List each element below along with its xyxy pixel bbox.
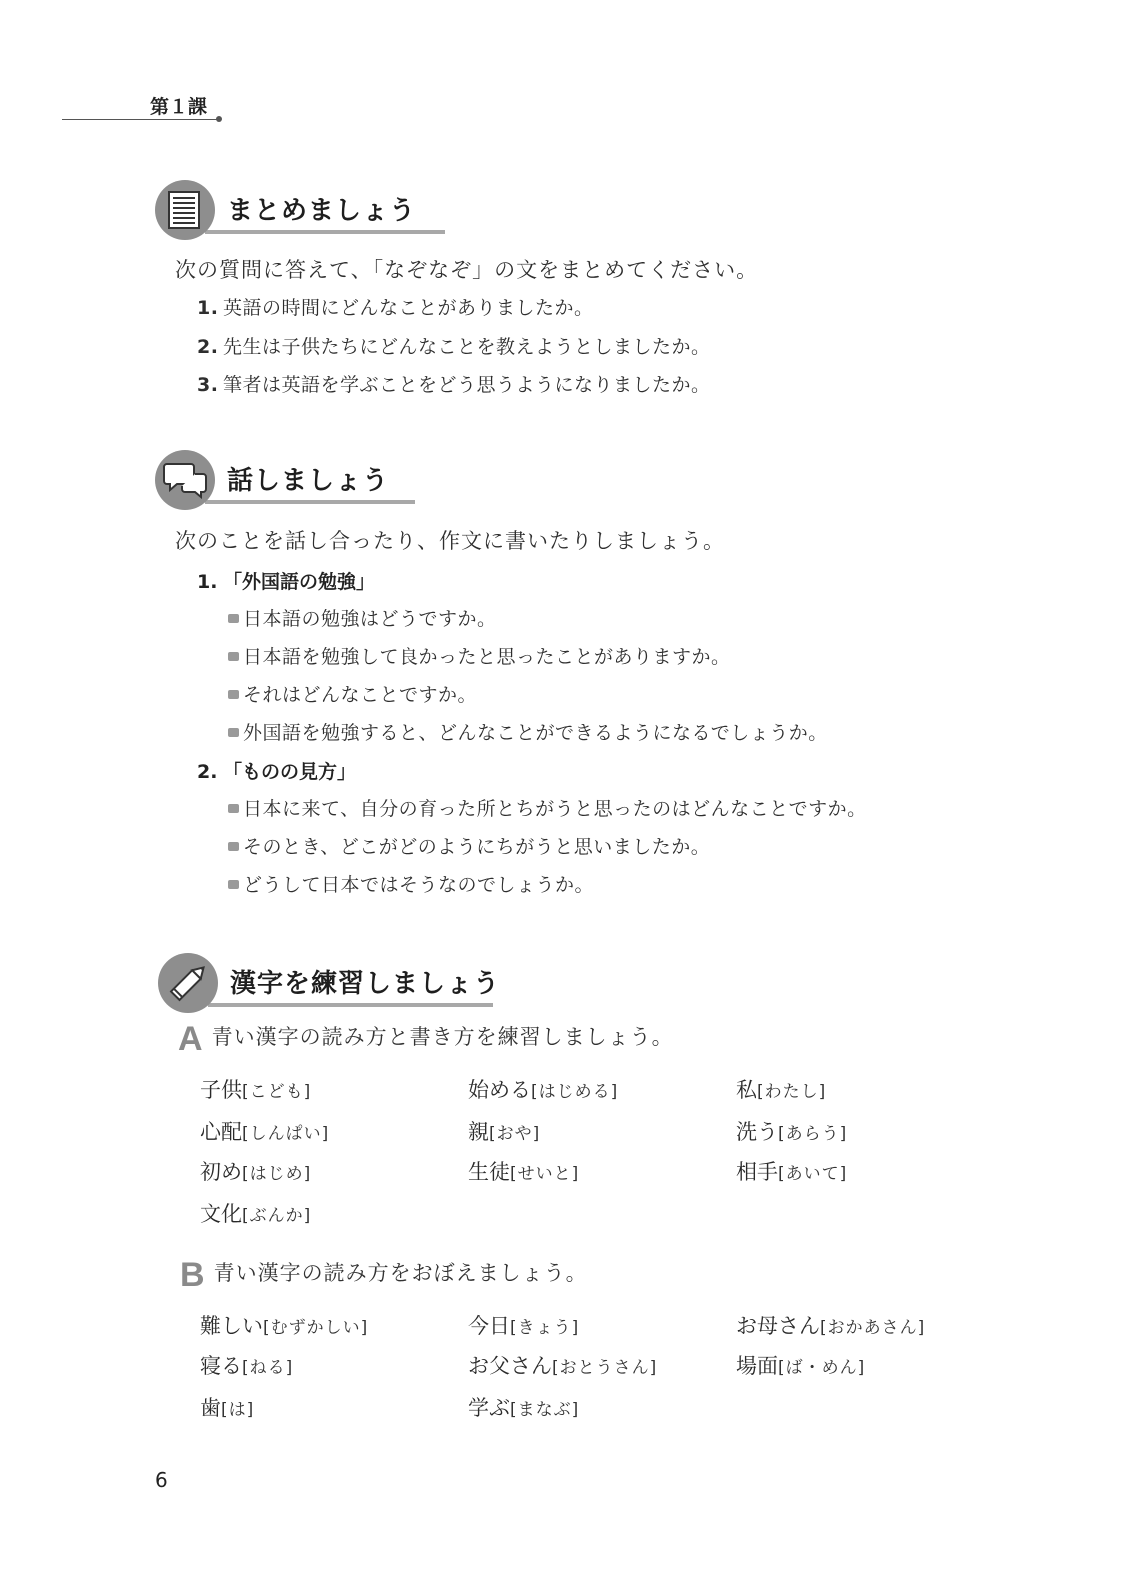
- vocab-word: 親: [468, 1120, 489, 1144]
- page-number: 6: [155, 1468, 168, 1492]
- bullet-icon: [228, 880, 239, 889]
- vocab-word: 文化: [200, 1202, 242, 1226]
- vocab-word: 生徒: [468, 1160, 510, 1184]
- vocab-reading: [ば・めん]: [778, 1358, 866, 1378]
- vocab-item: [468, 1156, 579, 1186]
- question-item: [197, 293, 594, 320]
- bullet-icon: [228, 652, 239, 661]
- vocab-item: [200, 1156, 311, 1186]
- vocab-reading: [おとうさん]: [552, 1358, 658, 1378]
- part-instruction: 青い漢字の読み方をおぼえましょう。: [213, 1261, 588, 1285]
- vocab-reading: [まなぶ]: [510, 1400, 580, 1420]
- list-item: [228, 604, 497, 631]
- vocab-reading: [ぶんか]: [242, 1206, 312, 1226]
- vocab-reading: [せいと]: [510, 1164, 580, 1184]
- list-item-text: 日本に来て、自分の育った所とちがうと思ったのはどんなことですか。: [243, 798, 867, 820]
- vocab-reading: [はじめる]: [531, 1082, 619, 1102]
- topic-heading: [197, 567, 375, 594]
- pencil-icon: [158, 953, 218, 1013]
- lesson-rule-dot: [216, 116, 222, 122]
- vocab-word: 寝る: [200, 1354, 242, 1378]
- vocab-word: 心配: [200, 1120, 242, 1144]
- list-item-text: 日本語を勉強して良かったと思ったことがありますか。: [243, 646, 731, 668]
- vocab-item: [200, 1350, 293, 1380]
- vocab-word: 私: [736, 1078, 757, 1102]
- vocab-reading: [おや]: [489, 1124, 541, 1144]
- vocab-reading: [きょう]: [510, 1318, 580, 1338]
- vocab-item: [200, 1392, 254, 1422]
- topic-title: 「ものの見方」: [223, 761, 357, 783]
- question-number: 3.: [197, 374, 219, 396]
- list-item: [228, 794, 867, 821]
- list-item-text: そのとき、どこがどのようにちがうと思いましたか。: [243, 836, 711, 858]
- list-item-text: それはどんなことですか。: [243, 684, 478, 706]
- vocab-word: 子供: [200, 1078, 242, 1102]
- vocab-reading: [むずかしい]: [263, 1318, 369, 1338]
- part-letter: B: [180, 1256, 205, 1294]
- vocab-word: お父さん: [468, 1354, 552, 1378]
- section-underline: [208, 1003, 493, 1007]
- question-text: 英語の時間にどんなことがありましたか。: [223, 297, 594, 319]
- vocab-word: 今日: [468, 1314, 510, 1338]
- vocab-item: [200, 1116, 329, 1146]
- section-title: まとめましょう: [227, 196, 417, 226]
- list-item: [228, 870, 594, 897]
- vocab-word: 歯: [200, 1396, 221, 1420]
- list-item-text: どうして日本ではそうなのでしょうか。: [243, 874, 595, 896]
- document-icon: [155, 180, 215, 240]
- vocab-reading: [しんぱい]: [242, 1124, 330, 1144]
- section-underline: [205, 500, 415, 504]
- question-text: 先生は子供たちにどんなことを教えようとしましたか。: [223, 336, 711, 358]
- vocab-reading: [ねる]: [242, 1358, 294, 1378]
- list-item: [228, 832, 710, 859]
- vocab-reading: [あいて]: [778, 1164, 848, 1184]
- vocab-item: [736, 1350, 865, 1380]
- bullet-icon: [228, 728, 239, 737]
- section-title: 話しましょう: [227, 466, 390, 496]
- vocab-item: [736, 1310, 925, 1340]
- section-instruction: 次の質問に答えて、「なぞなぞ」の文をまとめてください。: [175, 258, 759, 282]
- vocab-item: [468, 1310, 579, 1340]
- vocab-item: [468, 1074, 618, 1104]
- topic-title: 「外国語の勉強」: [223, 571, 376, 593]
- vocab-word: 相手: [736, 1160, 778, 1184]
- section-instruction: 次のことを話し合ったり、作文に書いたりしましょう。: [175, 529, 725, 553]
- bullet-icon: [228, 804, 239, 813]
- vocab-item: [200, 1198, 311, 1228]
- vocab-word: 場面: [736, 1354, 778, 1378]
- list-item: [228, 718, 828, 745]
- list-item-text: 日本語の勉強はどうですか。: [243, 608, 497, 630]
- bullet-icon: [228, 842, 239, 851]
- part-letter: A: [178, 1020, 203, 1058]
- vocab-item: [468, 1350, 657, 1380]
- question-item: [197, 332, 711, 359]
- list-item: [228, 642, 731, 669]
- vocab-item: [736, 1156, 847, 1186]
- bullet-icon: [228, 690, 239, 699]
- section-title: 漢字を練習しましょう: [230, 969, 501, 999]
- bullet-icon: [228, 614, 239, 623]
- lesson-rule: [62, 119, 218, 120]
- section-header-kanji: [158, 953, 518, 1013]
- vocab-word: 初め: [200, 1160, 242, 1184]
- list-item-text: 外国語を勉強すると、どんなことができるようになるでしょうか。: [243, 722, 828, 744]
- vocab-item: [200, 1310, 368, 1340]
- question-number: 2.: [197, 336, 219, 358]
- vocab-reading: [はじめ]: [242, 1164, 312, 1184]
- question-text: 筆者は英語を学ぶことをどう思うようになりましたか。: [223, 374, 711, 396]
- section-header-talk: [155, 450, 415, 510]
- part-instruction: 青い漢字の読み方と書き方を練習しましょう。: [211, 1025, 674, 1049]
- vocab-reading: [は]: [221, 1400, 255, 1420]
- vocab-item: [736, 1116, 847, 1146]
- vocab-word: 学ぶ: [468, 1396, 510, 1420]
- topic-number: 2.: [197, 761, 218, 783]
- section-underline: [205, 230, 445, 234]
- section-header-summary: [155, 180, 455, 240]
- question-item: [197, 370, 711, 397]
- lesson-label: 第１課: [150, 96, 208, 118]
- vocab-reading: [あらう]: [778, 1124, 848, 1144]
- part-b-heading: [180, 1256, 588, 1295]
- vocab-item: [468, 1392, 579, 1422]
- vocab-word: 難しい: [200, 1314, 263, 1338]
- part-a-heading: [178, 1020, 674, 1059]
- list-item: [228, 680, 477, 707]
- vocab-reading: [わたし]: [757, 1082, 827, 1102]
- vocab-word: 始める: [468, 1078, 531, 1102]
- topic-number: 1.: [197, 571, 218, 593]
- vocab-word: お母さん: [736, 1314, 820, 1338]
- vocab-word: 洗う: [736, 1120, 778, 1144]
- vocab-item: [736, 1074, 826, 1104]
- vocab-item: [468, 1116, 540, 1146]
- vocab-reading: [おかあさん]: [820, 1318, 926, 1338]
- topic-heading: [197, 757, 356, 784]
- question-number: 1.: [197, 297, 219, 319]
- vocab-reading: [こども]: [242, 1082, 312, 1102]
- vocab-item: [200, 1074, 311, 1104]
- speech-bubbles-icon: [155, 450, 215, 510]
